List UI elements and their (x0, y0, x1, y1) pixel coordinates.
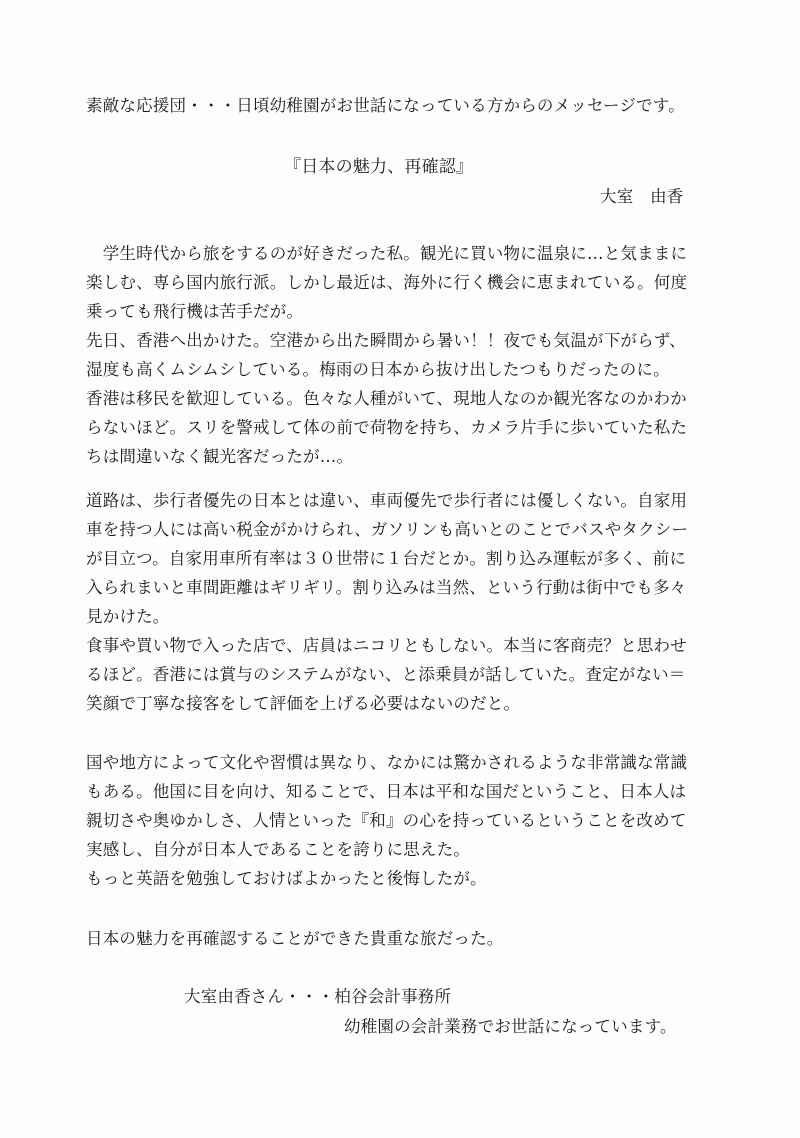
body-line: らないほど。スリを警戒して体の前で荷物を持ち、カメラ片手に歩いていた私た (86, 418, 688, 437)
body-line: 国や地方によって文化や習慣は異なり、なかには驚かされるような非常識な常識 (86, 753, 688, 772)
body-line: 先日、香港へ出かけた。空港から出た瞬間から暑い！！夜でも気温が下がらず、 (86, 331, 686, 350)
author-name: 大室 由香 (600, 187, 684, 206)
body-line: 香港は移民を歓迎している。色々な人種がいて、現地人なのか観光客なのかわか (86, 389, 687, 408)
body-line: 車を持つ人には高い税金がかけられ、ガソリンも高いとのことでバスやタクシー (86, 520, 689, 539)
body-line: 楽しむ、専ら国内旅行派。しかし最近は、海外に行く機会に恵まれている。何度 (86, 273, 688, 292)
body-line: 食事や買い物で入った店で、店員はニコリともしない。本当に客商売？と思わせ (86, 636, 687, 655)
body-line: 見かけた。 (86, 607, 170, 626)
body-line: 笑顔で丁寧な接客をして評価を上げる必要はないのだと。 (86, 694, 521, 713)
body-line: 入られまいと車間距離はギリギリ。割り込みは当然、という行動は街中でも多々 (86, 578, 687, 597)
intro-line: 素敵な応援団・・・日頃幼稚園がお世話になっている方からのメッセージです。 (86, 96, 685, 115)
closing-line: 日本の魅力を再確認することができた貴重な旅だった。 (86, 929, 504, 948)
body-line: 乗っても飛行機は苦手だが。 (86, 302, 304, 321)
body-line: 親切さや奥ゆかしさ、人情といった『和』の心を持っているということを改めて (86, 811, 687, 830)
body-line: ちは間違いなく観光客だったが…。 (86, 447, 354, 466)
document-title: 『日本の魅力、再確認』 (284, 157, 474, 177)
footer-line-2: 幼稚園の会計業務でお世話になっています。 (344, 1017, 677, 1036)
body-line: 実感し、自分が日本人であることを誇りに思えた。 (86, 840, 471, 859)
body-line: 道路は、歩行者優先の日本とは違い、車両優先で歩行者には優しくない。自家用 (86, 491, 688, 510)
body-line: もある。他国に目を向け、知ることで、日本は平和な国だということ、日本人は (86, 782, 687, 801)
body-line: 学生時代から旅をするのが好きだった私。観光に買い物に温泉に…と気ままに (86, 244, 688, 263)
body-line: もっと英語を勉強しておけばよかったと後悔したが。 (86, 869, 487, 888)
body-line: が目立つ。自家用車所有率は３０世帯に１台だとか。割り込み運転が多く、前に (86, 549, 687, 568)
footer-line-1: 大室由香さん・・・柏谷会計事務所 (184, 987, 452, 1006)
body-line: 湿度も高くムシムシしている。梅雨の日本から抜け出したつもりだったのに。 (86, 360, 670, 379)
body-line: るほど。香港には賞与のシステムがない、と添乗員が話していた。査定がない＝ (86, 665, 686, 684)
